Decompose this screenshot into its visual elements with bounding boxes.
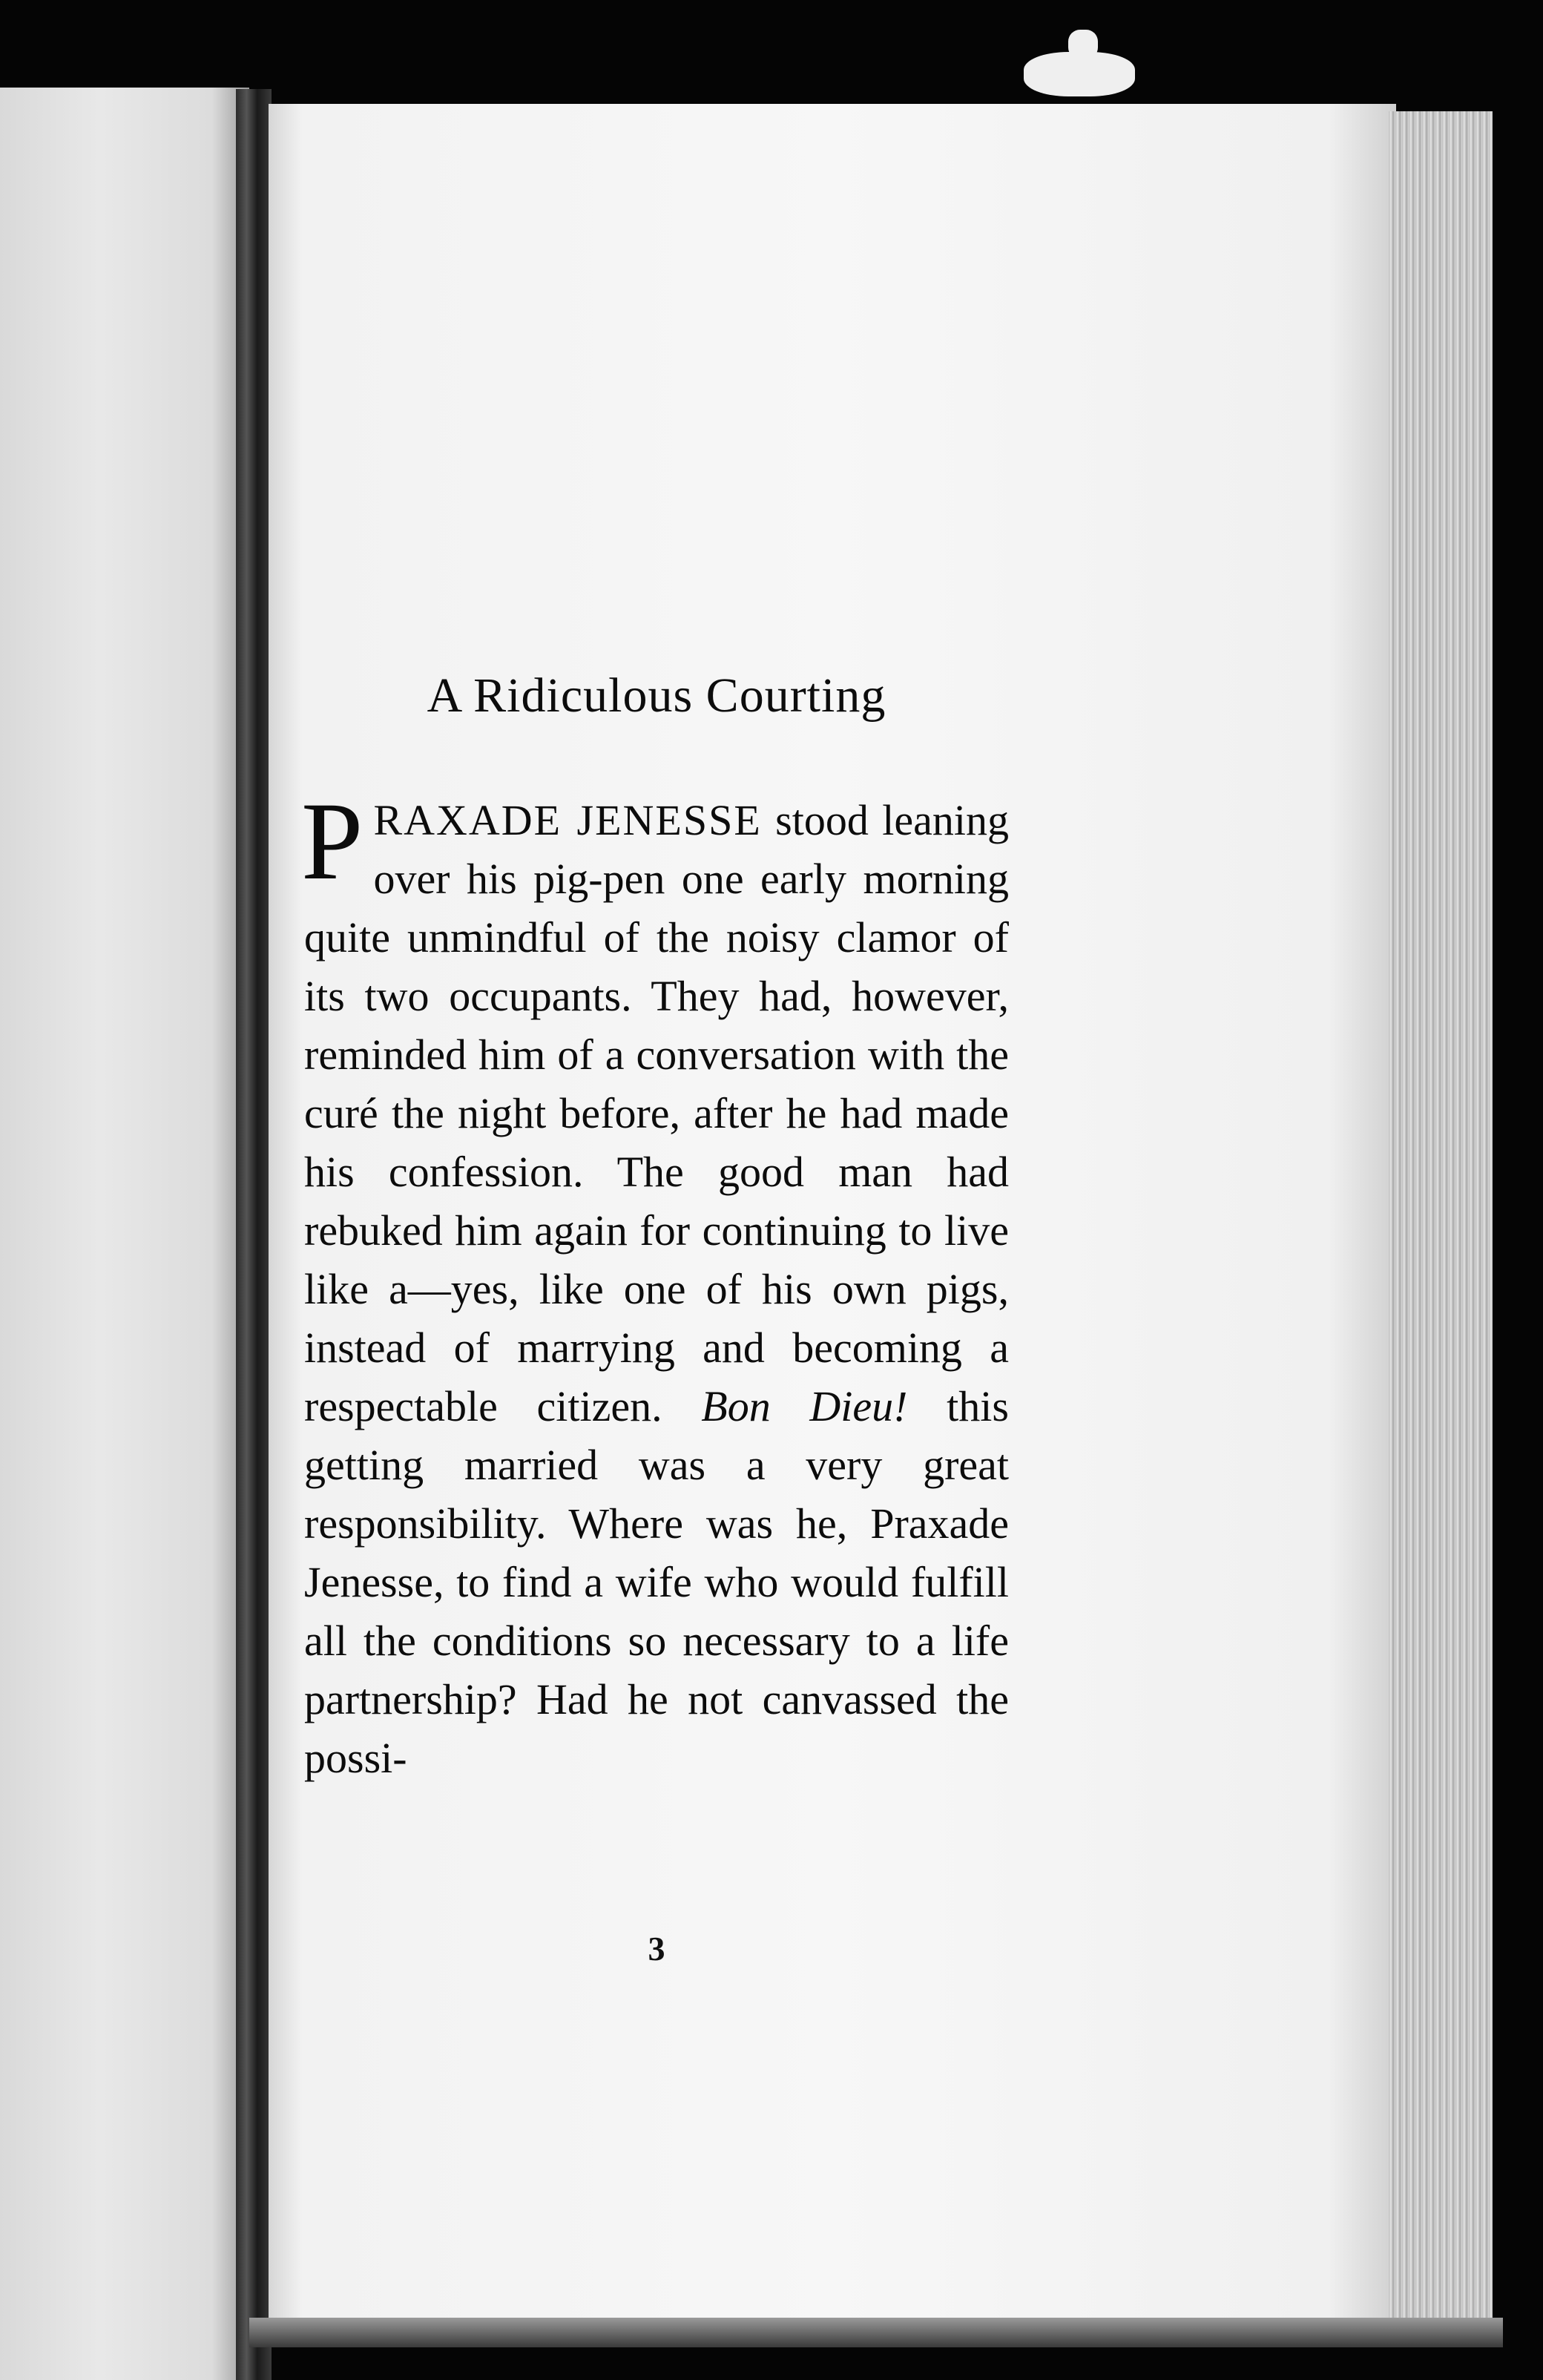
page-fore-edge: [1389, 111, 1493, 2330]
drop-cap: P: [301, 780, 363, 903]
paragraph-text-part1: stood leaning over his pig-pen one early morning quite unmindful of the noisy clamor of its two occupants. They had, however, reminded him of a conversation with the curé the night before, after he had made his confession. The good man had rebuked him again for continuing to live like a—yes, like one of his own pigs, instead of marrying and becoming a respectable citizen.: [304, 796, 1009, 1430]
page-number: 3: [648, 1930, 665, 1968]
book-gutter: [236, 89, 272, 2380]
paragraph-text-part2: this getting married was a very great responsibility. Where was he, Praxade Jenesse, to find a wife who would fulfill all the conditions so necessary to a life partnership? Had he not canvassed the possi-: [304, 1382, 1009, 1782]
body-paragraph: [301, 780, 1009, 1787]
page-text-block: [301, 668, 1009, 1787]
chapter-title: A Ridiculous Courting: [427, 668, 886, 723]
opening-caps: RAXADE JENESSE: [373, 796, 762, 844]
left-page: [0, 88, 249, 2380]
paper-damage-speck: [1068, 30, 1098, 59]
italic-phrase: Bon Dieu!: [701, 1382, 908, 1430]
page-bottom-edge: [249, 2318, 1503, 2347]
